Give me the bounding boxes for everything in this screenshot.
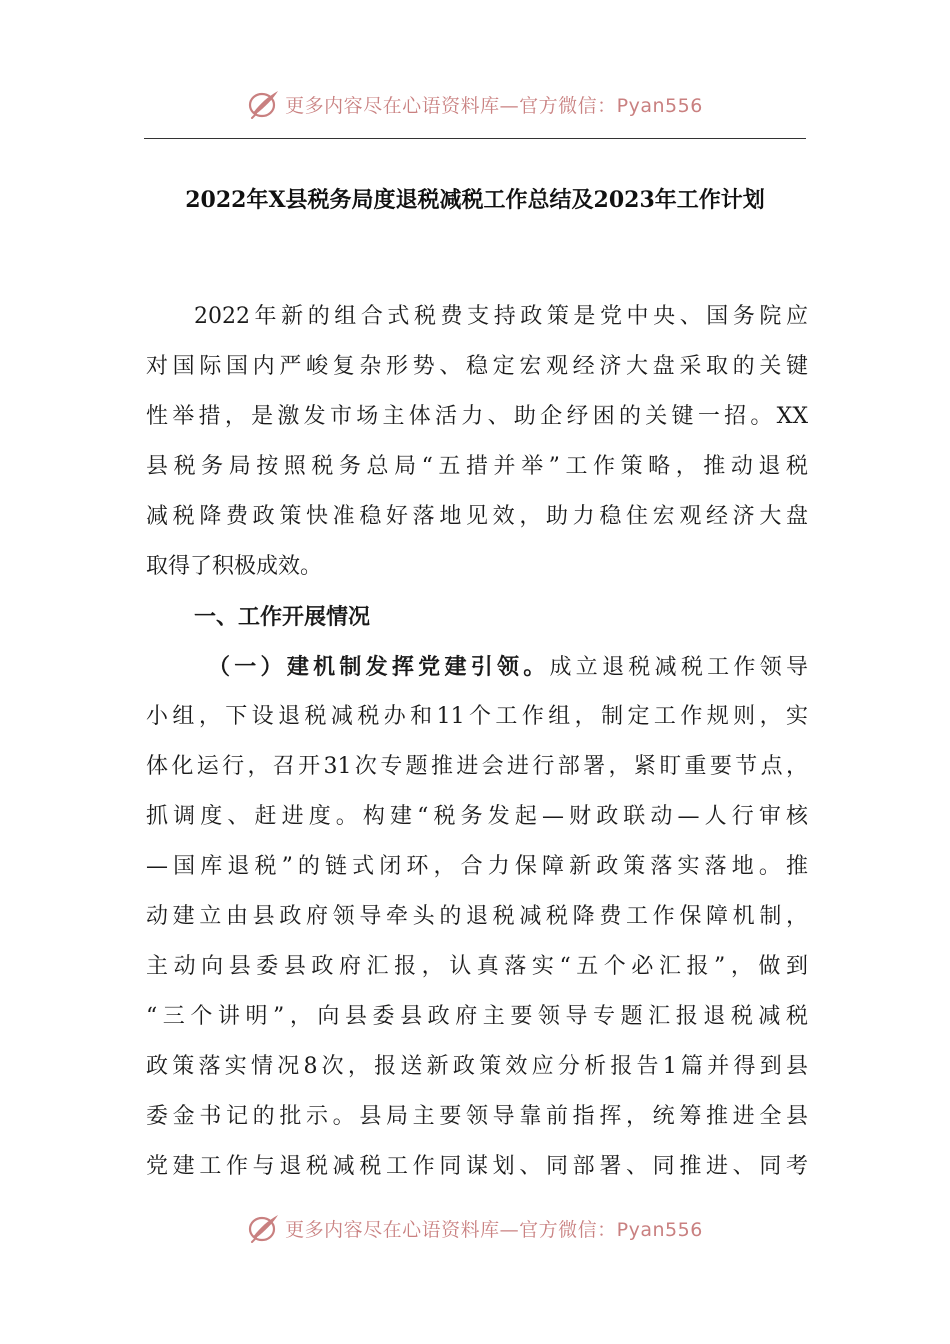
section-heading: 一、工作开展情况 [194,604,371,630]
paragraph-line: —国库退税”的链式闭环，合力保障新政策落实落地。推 [146,854,808,879]
paragraph-line: 委金书记的批示。县局主要领导靠前指挥，统筹推进全县 [146,1104,808,1129]
wechat-id: Pyan556 [616,94,703,117]
paragraph-line: 减税降费政策快准稳好落地见效，助力稳住宏观经济大盘 [146,504,808,529]
paragraph-line: 抓调度、赶进度。构建“税务发起—财政联动—人行审核 [146,804,808,829]
watermark-text: 更多内容尽在心语资料库—官方微信：Pyan556 [285,1218,703,1241]
document-body [146,292,808,1192]
paragraph-line: 党建工作与退税减税工作同谋划、同部署、同推进、同考 [146,1154,808,1179]
document-title: 2022年X县税务局度退税减税工作总结及2023年工作计划 [185,187,765,213]
paragraph-line: 动建立由县政府领导牵头的退税减税降费工作保障机制， [146,904,808,929]
paragraph-line: “三个讲明”，向县委县政府主要领导专题汇报退税减税 [146,1004,808,1029]
paragraph-line: 对国际国内严峻复杂形势、稳定宏观经济大盘采取的关键 [146,354,808,379]
paragraph-line: 性举措，是激发市场主体活力、助企纾困的关键一招。XX [146,404,808,429]
paragraph-line: 2022年新的组合式税费支持政策是党中央、国务院应 [194,304,808,329]
header-divider [144,138,806,139]
subsection-first-line: （一）建机制发挥党建引领。成立退税减税工作领导 [208,654,808,680]
paragraph-line: 县税务局按照税务总局“五措并举”工作策略，推动退税 [146,454,808,479]
paragraph-line: 主动向县委县政府汇报，认真落实“五个必汇报”，做到 [146,954,808,979]
watermark-text: 更多内容尽在心语资料库—官方微信：Pyan556 [285,94,703,117]
watermark-header [0,84,950,124]
paragraph-line: 取得了积极成效。 [146,554,323,579]
paragraph-line: 小组，下设退税减税办和11个工作组，制定工作规则，实 [146,704,808,729]
subsection-heading: （一）建机制发挥党建引领。 [208,654,550,680]
wechat-id: Pyan556 [616,1218,703,1241]
quill-pen-logo-icon [247,1211,281,1245]
paragraph-line: 体化运行，召开31次专题推进会进行部署，紧盯重要节点， [146,754,808,779]
watermark-footer [0,1208,950,1248]
quill-pen-logo-icon [247,87,281,121]
paragraph-line: 政策落实情况8次，报送新政策效应分析报告1篇并得到县 [146,1054,808,1079]
